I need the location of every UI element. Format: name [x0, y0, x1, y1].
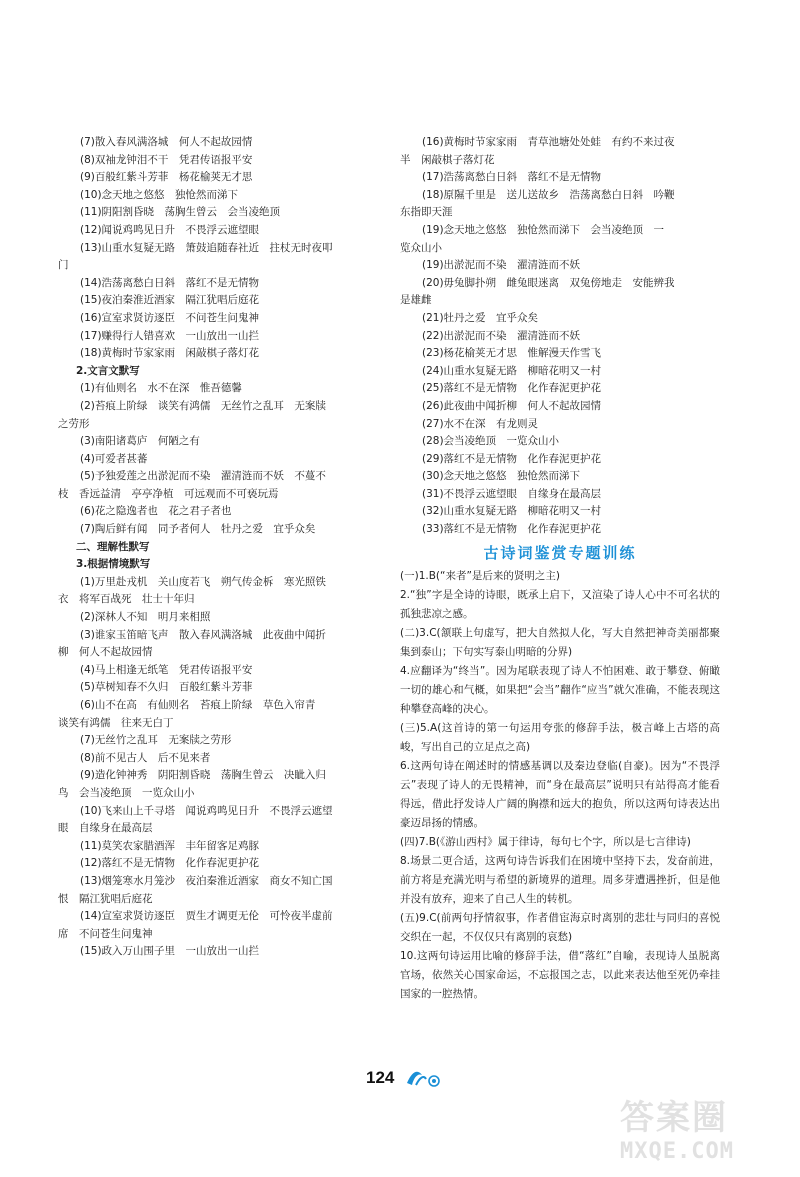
- right-lines: [400, 134, 720, 539]
- right-line: (17)浩荡离愁白日斜 落红不是无情物: [422, 171, 602, 184]
- watermark: [620, 1090, 790, 1175]
- left-line: (11)莫笑农家腊酒浑 丰年留客足鸡豚: [80, 839, 260, 852]
- left-line: (15)夜泊秦淮近酒家 隔江犹唱后庭花: [80, 294, 260, 307]
- left-line: 柳 何人不起故园情: [58, 646, 153, 659]
- page-number: 124: [366, 1068, 395, 1087]
- right-line: (18)原隰千里是 送儿送故乡 浩荡离愁白日斜 吟鞭: [422, 188, 675, 201]
- watermark-logo-text: 答案圈: [620, 1098, 728, 1138]
- answer-paragraph: (三)5.A(这首诗的第一句运用夸张的修辞手法，极言峰上古塔的高峻，写出自己的立足点之高): [400, 722, 720, 754]
- left-line: (4)可爱者甚蕃: [80, 452, 148, 465]
- right-line: (33)落红不是无情物 化作春泥更护花: [422, 523, 602, 536]
- left-line: 二、理解性默写: [76, 540, 150, 553]
- left-line: (12)闻说鸡鸣见日升 不畏浮云遮望眼: [80, 223, 260, 236]
- answer-paragraph: 2.“独”字是全诗的诗眼，既承上启下，又渲染了诗人心中不可名状的孤独悲凉之感。: [400, 589, 720, 621]
- left-line: (9)百般红紫斗芳菲 杨花榆荚无才思: [80, 171, 253, 184]
- left-line: (14)浩荡离愁白日斜 落红不是无情物: [80, 276, 260, 289]
- left-line: 恨 隔江犹唱后庭花: [58, 892, 153, 905]
- right-line: (27)水不在深 有龙则灵: [422, 417, 539, 430]
- right-line: 是雄雌: [400, 294, 432, 307]
- answer-paragraph: (一)1.B(“来者”是后来的贤明之主): [400, 570, 560, 583]
- left-line: (6)花之隐逸者也 花之君子者也: [80, 505, 232, 518]
- left-line: (5)予独爱莲之出淤泥而不染 濯清涟而不妖 不蔓不: [80, 470, 326, 483]
- answer-paragraph: 10.这两句诗运用比喻的修辞手法，借“落红”自喻，表现诗人虽脱离官场，依然关心国家命运，不忘报国之志，以此来表达他至死仍牵挂国家的一腔热情。: [400, 950, 720, 1001]
- right-line: (29)落红不是无情物 化作春泥更护花: [422, 452, 602, 465]
- right-line: (19)出淤泥而不染 濯清涟而不妖: [422, 259, 581, 272]
- right-column: [400, 134, 720, 1004]
- left-line: (8)前不见古人 后不见来者: [80, 751, 211, 764]
- left-line: (18)黄梅时节家家雨 闲敲棋子落灯花: [80, 347, 260, 360]
- left-line: (10)飞来山上千寻塔 闻说鸡鸣见日升 不畏浮云遮望: [80, 804, 333, 817]
- left-line: (10)念天地之悠悠 独怆然而涕下: [80, 188, 239, 201]
- right-line: (31)不畏浮云遮望眼 自缘身在最高层: [422, 487, 602, 500]
- left-line: (2)深林人不知 明月来相照: [80, 611, 211, 624]
- right-line: (22)出淤泥而不染 濯清涟而不妖: [422, 329, 581, 342]
- left-line: (14)宣室求贤访逐臣 贾生才调更无伦 可怜夜半虚前: [80, 910, 333, 923]
- left-line: (4)马上相逢无纸笔 凭君传语报平安: [80, 663, 253, 676]
- right-line: (20)毋兔脚扑朔 雌兔眼迷离 双兔傍地走 安能辨我: [422, 276, 675, 289]
- left-line: (7)无丝竹之乱耳 无案牍之劳形: [80, 734, 232, 747]
- right-line: (28)会当凌绝顶 一览众山小: [422, 435, 560, 448]
- left-line: 眼 自缘身在最高层: [58, 822, 153, 835]
- left-line: (7)陶后鲜有闻 同予者何人 牡丹之爱 宜乎众矣: [80, 523, 316, 536]
- left-line: 席 不问苍生问鬼神: [58, 927, 153, 940]
- left-column: [58, 134, 380, 961]
- left-line: (13)烟笼寒水月笼沙 夜泊秦淮近酒家 商女不知亡国: [80, 874, 333, 887]
- answer-paragraph: 8.场景二更合适，这两句诗告诉我们在困境中坚持下去，发奋前进，前方将是充满光明与希望的新境界的道理。周多芽遭遇挫折，但是他并没有放弃，迎来了自己人生的转机。: [400, 855, 720, 906]
- right-line: (25)落红不是无情物 化作春泥更护花: [422, 382, 602, 395]
- section-title: 古诗词鉴赏专题训练: [483, 543, 637, 562]
- right-line: (21)牡丹之爱 宜乎众矣: [422, 311, 539, 324]
- right-line: (23)杨花榆荚无才思 惟解漫天作雪飞: [422, 347, 602, 360]
- left-line: (3)南阳诸葛庐 何陋之有: [80, 435, 200, 448]
- right-line: 东指即天涯: [400, 206, 453, 219]
- left-line: (2)苔痕上阶绿 谈笑有鸿儒 无丝竹之乱耳 无案牍: [80, 399, 326, 412]
- left-line: (1)有仙则名 水不在深 惟吾德馨: [80, 382, 242, 395]
- left-line: 2.文言文默写: [76, 364, 140, 377]
- left-line: (5)草树知春不久归 百般红紫斗芳菲: [80, 681, 253, 694]
- right-line: (26)此夜曲中闻折柳 何人不起故园情: [422, 399, 602, 412]
- answer-paragraph: (二)3.C(颔联上句虚写，把大自然拟人化，写大自然把神奇美丽都聚集到泰山；下句实写泰山明暗的分界): [400, 627, 720, 659]
- left-line: 谈笑有鸿儒 往来无白丁: [58, 716, 174, 729]
- publisher-logo-icon: [404, 1065, 444, 1089]
- left-line: (12)落红不是无情物 化作春泥更护花: [80, 857, 260, 870]
- left-line: (13)山重水复疑无路 箫鼓追随春社近 拄杖无时夜叩: [80, 241, 333, 254]
- answer-paragraph: 4.应翻译为“终当”。因为尾联表现了诗人不怕困难、敢于攀登、俯瞰一切的雄心和气概，如果把“会当”翻作“应当”就欠准确，不能表现这种攀登高峰的决心。: [400, 665, 720, 716]
- watermark-url: MXQE.COM: [620, 1139, 734, 1164]
- answer-paragraph: (四)7.B(《游山西村》属于律诗，每句七个字，所以是七言律诗): [400, 836, 691, 849]
- left-line: (17)赚得行人错喜欢 一山放出一山拦: [80, 329, 260, 342]
- left-line: 衣 将军百战死 壮士十年归: [58, 593, 195, 606]
- left-line: 3.根据情境默写: [76, 558, 151, 571]
- right-line: (24)山重水复疑无路 柳暗花明又一村: [422, 364, 602, 377]
- right-line: 半 闲敲棋子落灯花: [400, 153, 495, 166]
- left-line: (16)宣室求贤访逐臣 不问苍生问鬼神: [80, 311, 260, 324]
- answer-paragraph: 6.这两句诗在阐述时的情感基调以及秦边登临(自豪)。因为“不畏浮云”表现了诗人的无畏精神，而“身在最高层”说明只有站得高才能看得远，借此抒发诗人广阔的胸襟和远大的抱负，所以这两句诗表达出豪迈昂扬的情感。: [400, 760, 720, 830]
- left-line: (9)造化钟神秀 阴阳割昏晓 荡胸生曾云 决眦入归: [80, 769, 326, 782]
- left-line: 鸟 会当凌绝顶 一览众山小: [58, 786, 195, 799]
- left-line: 枝 香远益清 亭亭净植 可远观而不可亵玩焉: [58, 487, 279, 500]
- answers-block: [400, 567, 720, 1004]
- left-line: (11)阴阳割昏晓 荡胸生曾云 会当凌绝顶: [80, 206, 281, 219]
- right-line: 览众山小: [400, 241, 442, 254]
- right-line: (32)山重水复疑无路 柳暗花明又一村: [422, 505, 602, 518]
- left-line: 门: [58, 259, 69, 272]
- left-line: (8)双袖龙钟泪不干 凭君传语报平安: [80, 153, 253, 166]
- left-line: (3)谁家玉笛暗飞声 散入春风满洛城 此夜曲中闻折: [80, 628, 326, 641]
- left-line: (6)山不在高 有仙则名 苔痕上阶绿 草色入帘青: [80, 699, 316, 711]
- left-line: (1)万里赴戎机 关山度若飞 朔气传金柝 寒光照铁: [80, 575, 326, 588]
- right-line: (30)念天地之悠悠 独怆然而涕下: [422, 470, 581, 483]
- left-line: (7)散入春风满洛城 何人不起故园情: [80, 136, 253, 148]
- right-line: (19)念天地之悠悠 独怆然而涕下 会当凌绝顶 一: [422, 223, 665, 236]
- answer-paragraph: (五)9.C(前两句抒情叙事，作者借宦海京时离别的悲壮与同归的喜悦交织在一起，不仅仅只有离别的哀愁): [400, 912, 720, 944]
- left-line: 之劳形: [58, 417, 90, 430]
- right-line: (16)黄梅时节家家雨 青草池塘处处蛙 有约不来过夜: [422, 136, 675, 148]
- left-line: (15)政入万山围子里 一山放出一山拦: [80, 945, 260, 958]
